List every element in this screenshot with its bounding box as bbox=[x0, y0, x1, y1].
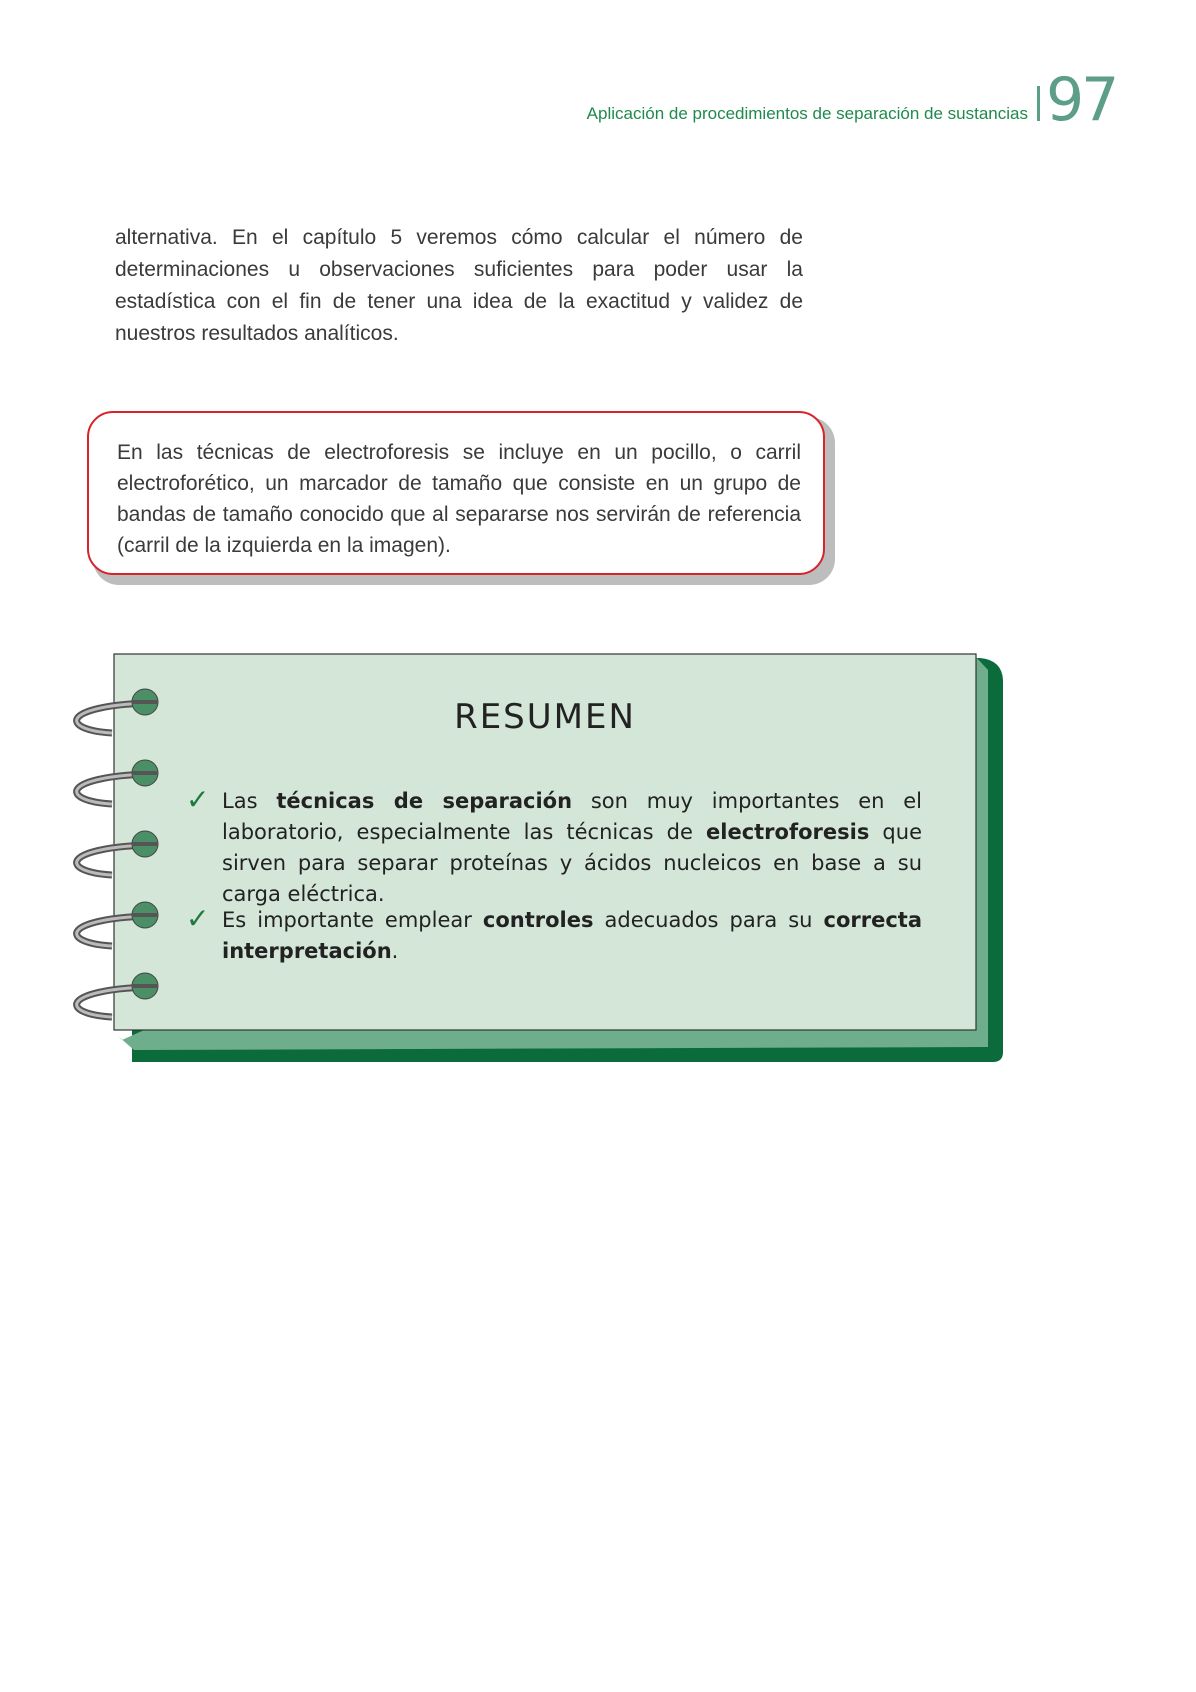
summary-item-1 bbox=[222, 786, 922, 910]
summary-item-2-bold: correcta interpretación bbox=[222, 908, 922, 963]
summary-item-2-bold: controles bbox=[482, 908, 594, 932]
summary-item-1-bold: electroforesis bbox=[706, 820, 870, 844]
running-head-title: Aplicación de procedimientos de separación de sustancias bbox=[586, 104, 1028, 123]
checkmark-icon: ✓ bbox=[186, 902, 210, 935]
summary-item-2-text: Es importante emplear bbox=[222, 908, 483, 932]
summary-item-1-text: Las bbox=[222, 789, 277, 813]
summary-item-1-text: que sirven para separar proteínas y ácidos nucleicos en base a su carga eléctrica. bbox=[222, 820, 922, 906]
summary-item-1-text: son muy importantes en el laboratorio, especialmente las técnicas de bbox=[222, 789, 923, 844]
summary-item-2-text: . bbox=[391, 939, 399, 963]
summary-item-2-text: adecuados para su bbox=[593, 908, 824, 932]
checkmark-icon: ✓ bbox=[186, 783, 210, 816]
page-number: 97 bbox=[1046, 65, 1117, 135]
summary-item-1-bold: técnicas de separación bbox=[276, 789, 573, 813]
body-paragraph: alternativa. En el capítulo 5 veremos cómo calcular el número de determinaciones u observaciones suficientes para poder usar la estadística con el fin de tener una idea de la exactitud y validez de nuestros resultados analíticos. bbox=[115, 226, 803, 345]
summary-item-2 bbox=[222, 905, 922, 967]
note-text: En las técnicas de electroforesis se incluye en un pocillo, o carril electroforético, un marcador de tamaño que consiste en un grupo de bandas de tamaño conocido que al separarse nos servirán de referencia (carril de la izquierda en la imagen). bbox=[117, 441, 801, 557]
summary-title: RESUMEN bbox=[454, 697, 636, 737]
